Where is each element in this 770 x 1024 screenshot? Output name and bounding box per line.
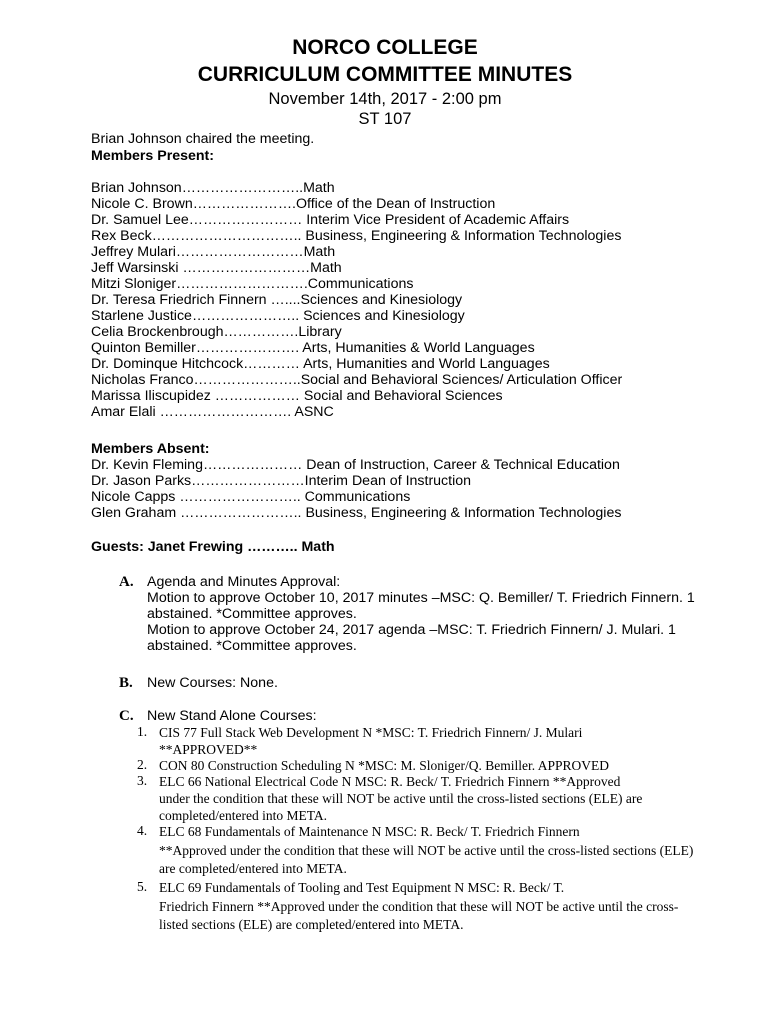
member-row (91, 457, 621, 473)
member-row (91, 473, 621, 489)
chair-statement: Brian Johnson chaired the meeting. (91, 131, 315, 147)
member-name: Dr. Teresa Friedrich Finnern ….... (91, 292, 301, 308)
member-row (91, 212, 622, 228)
course-item (159, 724, 582, 758)
motion-line: abstained. *Committee approves. (147, 638, 357, 654)
course-line: listed sections (ELE) are completed/entered into META. (159, 917, 464, 932)
member-role: Library (298, 324, 342, 340)
member-role: Math (310, 260, 342, 276)
member-name: Nicholas Franco………………….. (91, 372, 301, 388)
member-row (91, 260, 622, 276)
member-name: Glen Graham …………………….. (91, 505, 302, 521)
member-row (91, 324, 622, 340)
section-a-letter: A. (119, 574, 134, 590)
member-role: Dean of Instruction, Career & Technical Education (302, 457, 620, 473)
member-role: Communications (307, 276, 414, 292)
member-name: Nicole Capps …………………….. (91, 489, 301, 505)
course-item (159, 823, 693, 879)
member-row (91, 196, 622, 212)
item-number: 1. (137, 724, 148, 739)
member-role: ASNC (291, 404, 334, 420)
item-number: 5. (137, 879, 148, 894)
members-present-list (91, 180, 622, 420)
document-title: CURRICULUM COMMITTEE MINUTES (197, 63, 573, 86)
course-line: Friedrich Finnern **Approved under the condition that these will NOT be active until the cross- (159, 898, 679, 914)
course-line: under the condition that these will NOT be active until the cross-listed sections (ELE) are (159, 791, 643, 806)
course-line: CON 80 Construction Scheduling N *MSC: M. Sloniger/Q. Bemiller. APPROVED (159, 758, 610, 773)
member-role: Arts, Humanities and World Languages (299, 356, 550, 372)
item-number: 4. (137, 823, 148, 838)
member-name: Marissa Iliscupidez ……………… (91, 388, 300, 404)
course-line: **APPROVED** (159, 742, 258, 757)
motion-line: abstained. *Committee approves. (147, 606, 357, 622)
course-item (159, 773, 642, 824)
section-c-letter: C. (119, 708, 134, 724)
member-role: Business, Engineering & Information Technologies (301, 505, 622, 521)
section-b-letter: B. (119, 675, 133, 691)
member-role: Communications (300, 489, 411, 505)
section-c-heading: New Stand Alone Courses: (147, 708, 317, 724)
section-a-heading: Agenda and Minutes Approval: (147, 574, 341, 590)
member-row (91, 388, 622, 404)
member-row (91, 404, 622, 420)
member-role: Interim Dean of Instruction (304, 473, 472, 489)
member-role: Arts, Humanities & World Languages (299, 340, 535, 356)
course-item (159, 879, 678, 935)
course-line: CIS 77 Full Stack Web Development N *MSC: T. Friedrich Finnern/ J. Mulari (159, 725, 583, 740)
member-row (91, 180, 622, 196)
member-name: Celia Brockenbrough……………. (91, 324, 299, 340)
members-absent-heading: Members Absent: (91, 441, 210, 457)
course-line: ELC 69 Fundamentals of Tooling and Test Equipment N MSC: R. Beck/ T. (159, 880, 565, 895)
member-row (91, 340, 622, 356)
member-role: Sciences and Kinesiology (300, 292, 463, 308)
member-row (91, 292, 622, 308)
member-name: Quinton Bemiller…………………. (91, 340, 300, 356)
member-row (91, 489, 621, 505)
member-role: Social and Behavioral Sciences (299, 388, 503, 404)
member-name: Starlene Justice………………….. (91, 308, 300, 324)
section-a-body (147, 590, 695, 654)
member-role: Business, Engineering & Information Technologies (301, 228, 622, 244)
meeting-date: November 14th, 2017 - 2:00 pm (268, 90, 502, 108)
member-role: Math (303, 244, 336, 260)
motion-line: Motion to approve October 10, 2017 minutes –MSC: Q. Bemiller/ T. Friedrich Finnern. 1 (147, 590, 695, 606)
member-row (91, 372, 622, 388)
member-role: Sciences and Kinesiology (299, 308, 465, 324)
college-name: NORCO COLLEGE (292, 36, 478, 59)
section-b-heading: New Courses: None. (147, 675, 278, 691)
course-line: completed/entered into META. (159, 808, 327, 823)
item-number: 3. (137, 773, 148, 788)
course-line: **Approved under the condition that these will NOT be active until the cross-listed sections (ELE) (159, 842, 694, 858)
member-row (91, 276, 622, 292)
member-role: Math (303, 180, 335, 196)
member-name: Nicole C. Brown…………………. (91, 196, 296, 212)
member-name: Dr. Dominque Hitchcock………… (91, 356, 300, 372)
member-name: Dr. Kevin Fleming………………… (91, 457, 303, 473)
member-role: Office of the Dean of Instruction (295, 196, 496, 212)
member-name: Rex Beck………………………….. (91, 228, 302, 244)
member-role: Interim Vice President of Academic Affairs (302, 212, 570, 228)
course-line: are completed/entered into META. (159, 861, 347, 876)
member-name: Dr. Jason Parks…………………… (91, 473, 305, 489)
member-name: Jeff Warsinski ……………………… (91, 260, 311, 276)
member-name: Amar Elali ………………………. (91, 404, 292, 420)
course-line: ELC 66 National Electrical Code N MSC: R. Beck/ T. Friedrich Finnern **Approved (159, 774, 621, 789)
member-row (91, 228, 622, 244)
motion-line: Motion to approve October 24, 2017 agenda –MSC: T. Friedrich Finnern/ J. Mulari. 1 (147, 622, 676, 638)
member-name: Jeffrey Mulari……………………… (91, 244, 304, 260)
member-row (91, 308, 622, 324)
member-row (91, 244, 622, 260)
member-role: Social and Behavioral Sciences/ Articulation Officer (300, 372, 623, 388)
item-number: 2. (137, 757, 148, 772)
meeting-room: ST 107 (358, 110, 412, 128)
course-line: ELC 68 Fundamentals of Maintenance N MSC: R. Beck/ T. Friedrich Finnern (159, 824, 580, 839)
member-row (91, 356, 622, 372)
members-present-heading: Members Present: (91, 148, 215, 164)
members-absent-list (91, 457, 621, 521)
member-name: Brian Johnson…………………….. (91, 180, 304, 196)
member-name: Dr. Samuel Lee…………………… (91, 212, 303, 228)
member-name: Mitzi Sloniger………………………. (91, 276, 308, 292)
guests-line: Guests: Janet Frewing ……….. Math (91, 539, 335, 555)
course-item (159, 757, 609, 774)
member-row (91, 505, 621, 521)
